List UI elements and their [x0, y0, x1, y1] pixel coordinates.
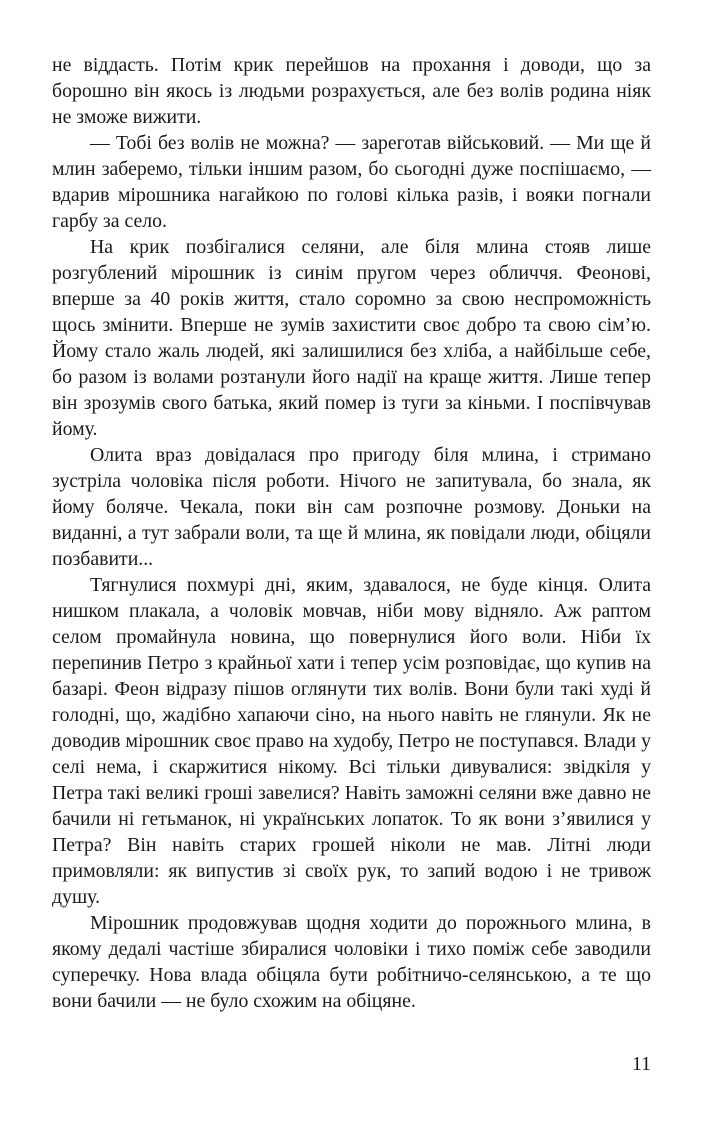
paragraph-3: На крик позбігалися селяни, але біля млина стояв лише розгублений мірошник із синім пругом через обличчя. Феонові, вперше за 40 років життя, стало соромно за свою неспроможність щось змінити. Вперше не зумів захистити своє добро та свою сім’ю. Йому стало жаль людей, які залишилися без хліба, а найбільше себе, бо разом із волами розтанули його надії на краще життя. Лише тепер він зрозумів свого батька, який помер із туги за кіньми. І поспівчував йому. — [52, 236, 651, 440]
paragraph-1: не віддасть. Потім крик перейшов на прохання і доводи, що за борошно він якось із людьми розрахується, але без волів родина ніяк не зможе вижити. — [52, 54, 651, 128]
page-number: 11 — [631, 1053, 651, 1075]
paragraph-2: — Тобі без волів не можна? — зареготав військовий. — Ми ще й млин заберемо, тільки іншим разом, бо сьогодні дуже поспішаємо, — вдарив мірошника нагайкою по голові кілька разів, і вояки погнали гарбу за село. — [52, 132, 651, 232]
paragraph-4: Олита враз довідалася про пригоду біля млина, і стримано зустріла чоловіка після роботи. Нічого не запитувала, бо знала, як йому боляче. Чекала, поки він сам розпочне розмову. Доньки на виданні, а тут забрали воли, та ще й млина, як повідали люди, обіцяли позбавити... — [52, 444, 651, 570]
paragraph-6: Мірошник продовжував щодня ходити до порожнього млина, в якому дедалі частіше збиралися чоловіки і тихо поміж себе заводили суперечку. Нова влада обіцяла бути робітничо-селянською, а те що вони бачили — не було схожим на обіцяне. — [52, 912, 651, 1012]
page-body — [52, 52, 651, 1014]
paragraph-5: Тягнулися похмурі дні, яким, здавалося, не буде кінця. Олита нишком плакала, а чоловік мовчав, ніби мову відняло. Аж раптом селом промайнула новина, що повернулися його воли. Ніби їх перепинив Петро з крайньої хати і тепер усім розповідає, що купив на базарі. Феон відразу пішов оглянути тих волів. Вони були такі худі й голодні, що, жадібно хапаючи сіно, на нього навіть не глянули. Як не доводив мірошник своє право на худобу, Петро не поступався. Влади у селі нема, і скаржитися нікому. Всі тільки дивувалися: звідкіля у Петра такі великі гроші завелися? Навіть заможні селяни вже давно не бачили ні гетьманок, ні українських лопаток. То як вони з’явилися у Петра? Він навіть старих грошей ніколи не мав. Літні люди примовляли: як випустив зі своїх рук, то запий водою і не тривож душу. — [52, 574, 651, 908]
